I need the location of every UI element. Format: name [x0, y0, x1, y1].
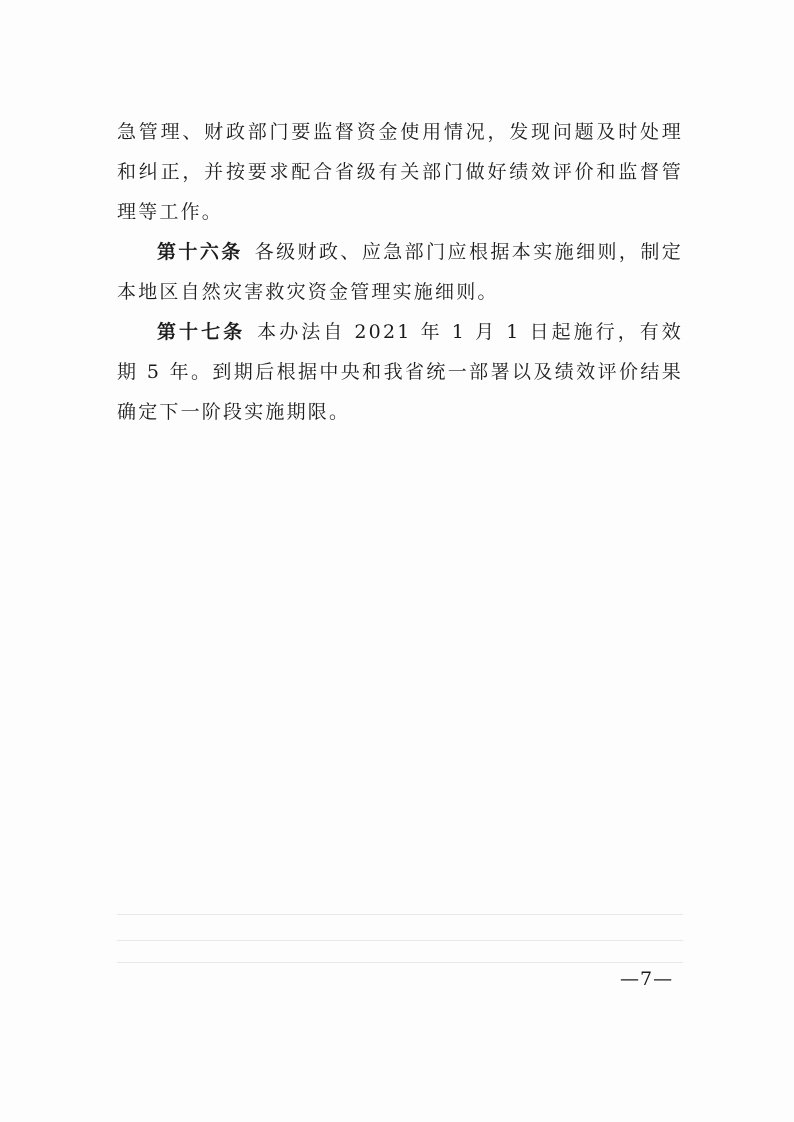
- footer-rule-bottom: [117, 962, 683, 963]
- paragraph-text: 急管理、财政部门要监督资金使用情况，发现问题及时处理和纠正，并按要求配合省级有关部门做好绩效评价和监督管理等工作。: [117, 121, 683, 223]
- article-16-paragraph: [117, 232, 683, 312]
- footer-rule-top: [117, 914, 683, 915]
- article-17-paragraph: [117, 312, 683, 432]
- footer-rule-middle: [117, 940, 683, 941]
- article-16-heading: 第十六条: [157, 241, 243, 263]
- article-17-text: 本办法自 2021 年 1 月 1 日起施行，有效期 5 年。到期后根据中央和我省统一部署以及绩效评价结果确定下一阶段实施期限。: [117, 321, 683, 423]
- article-16-text: 各级财政、应急部门应根据本实施细则，制定本地区自然灾害救灾资金管理实施细则。: [117, 241, 683, 303]
- faint-footer-table: [117, 892, 683, 962]
- article-17-heading: 第十七条: [157, 321, 246, 343]
- paragraph-continuation: [117, 112, 683, 232]
- page-number: —7—: [620, 968, 674, 990]
- document-body: [117, 112, 683, 432]
